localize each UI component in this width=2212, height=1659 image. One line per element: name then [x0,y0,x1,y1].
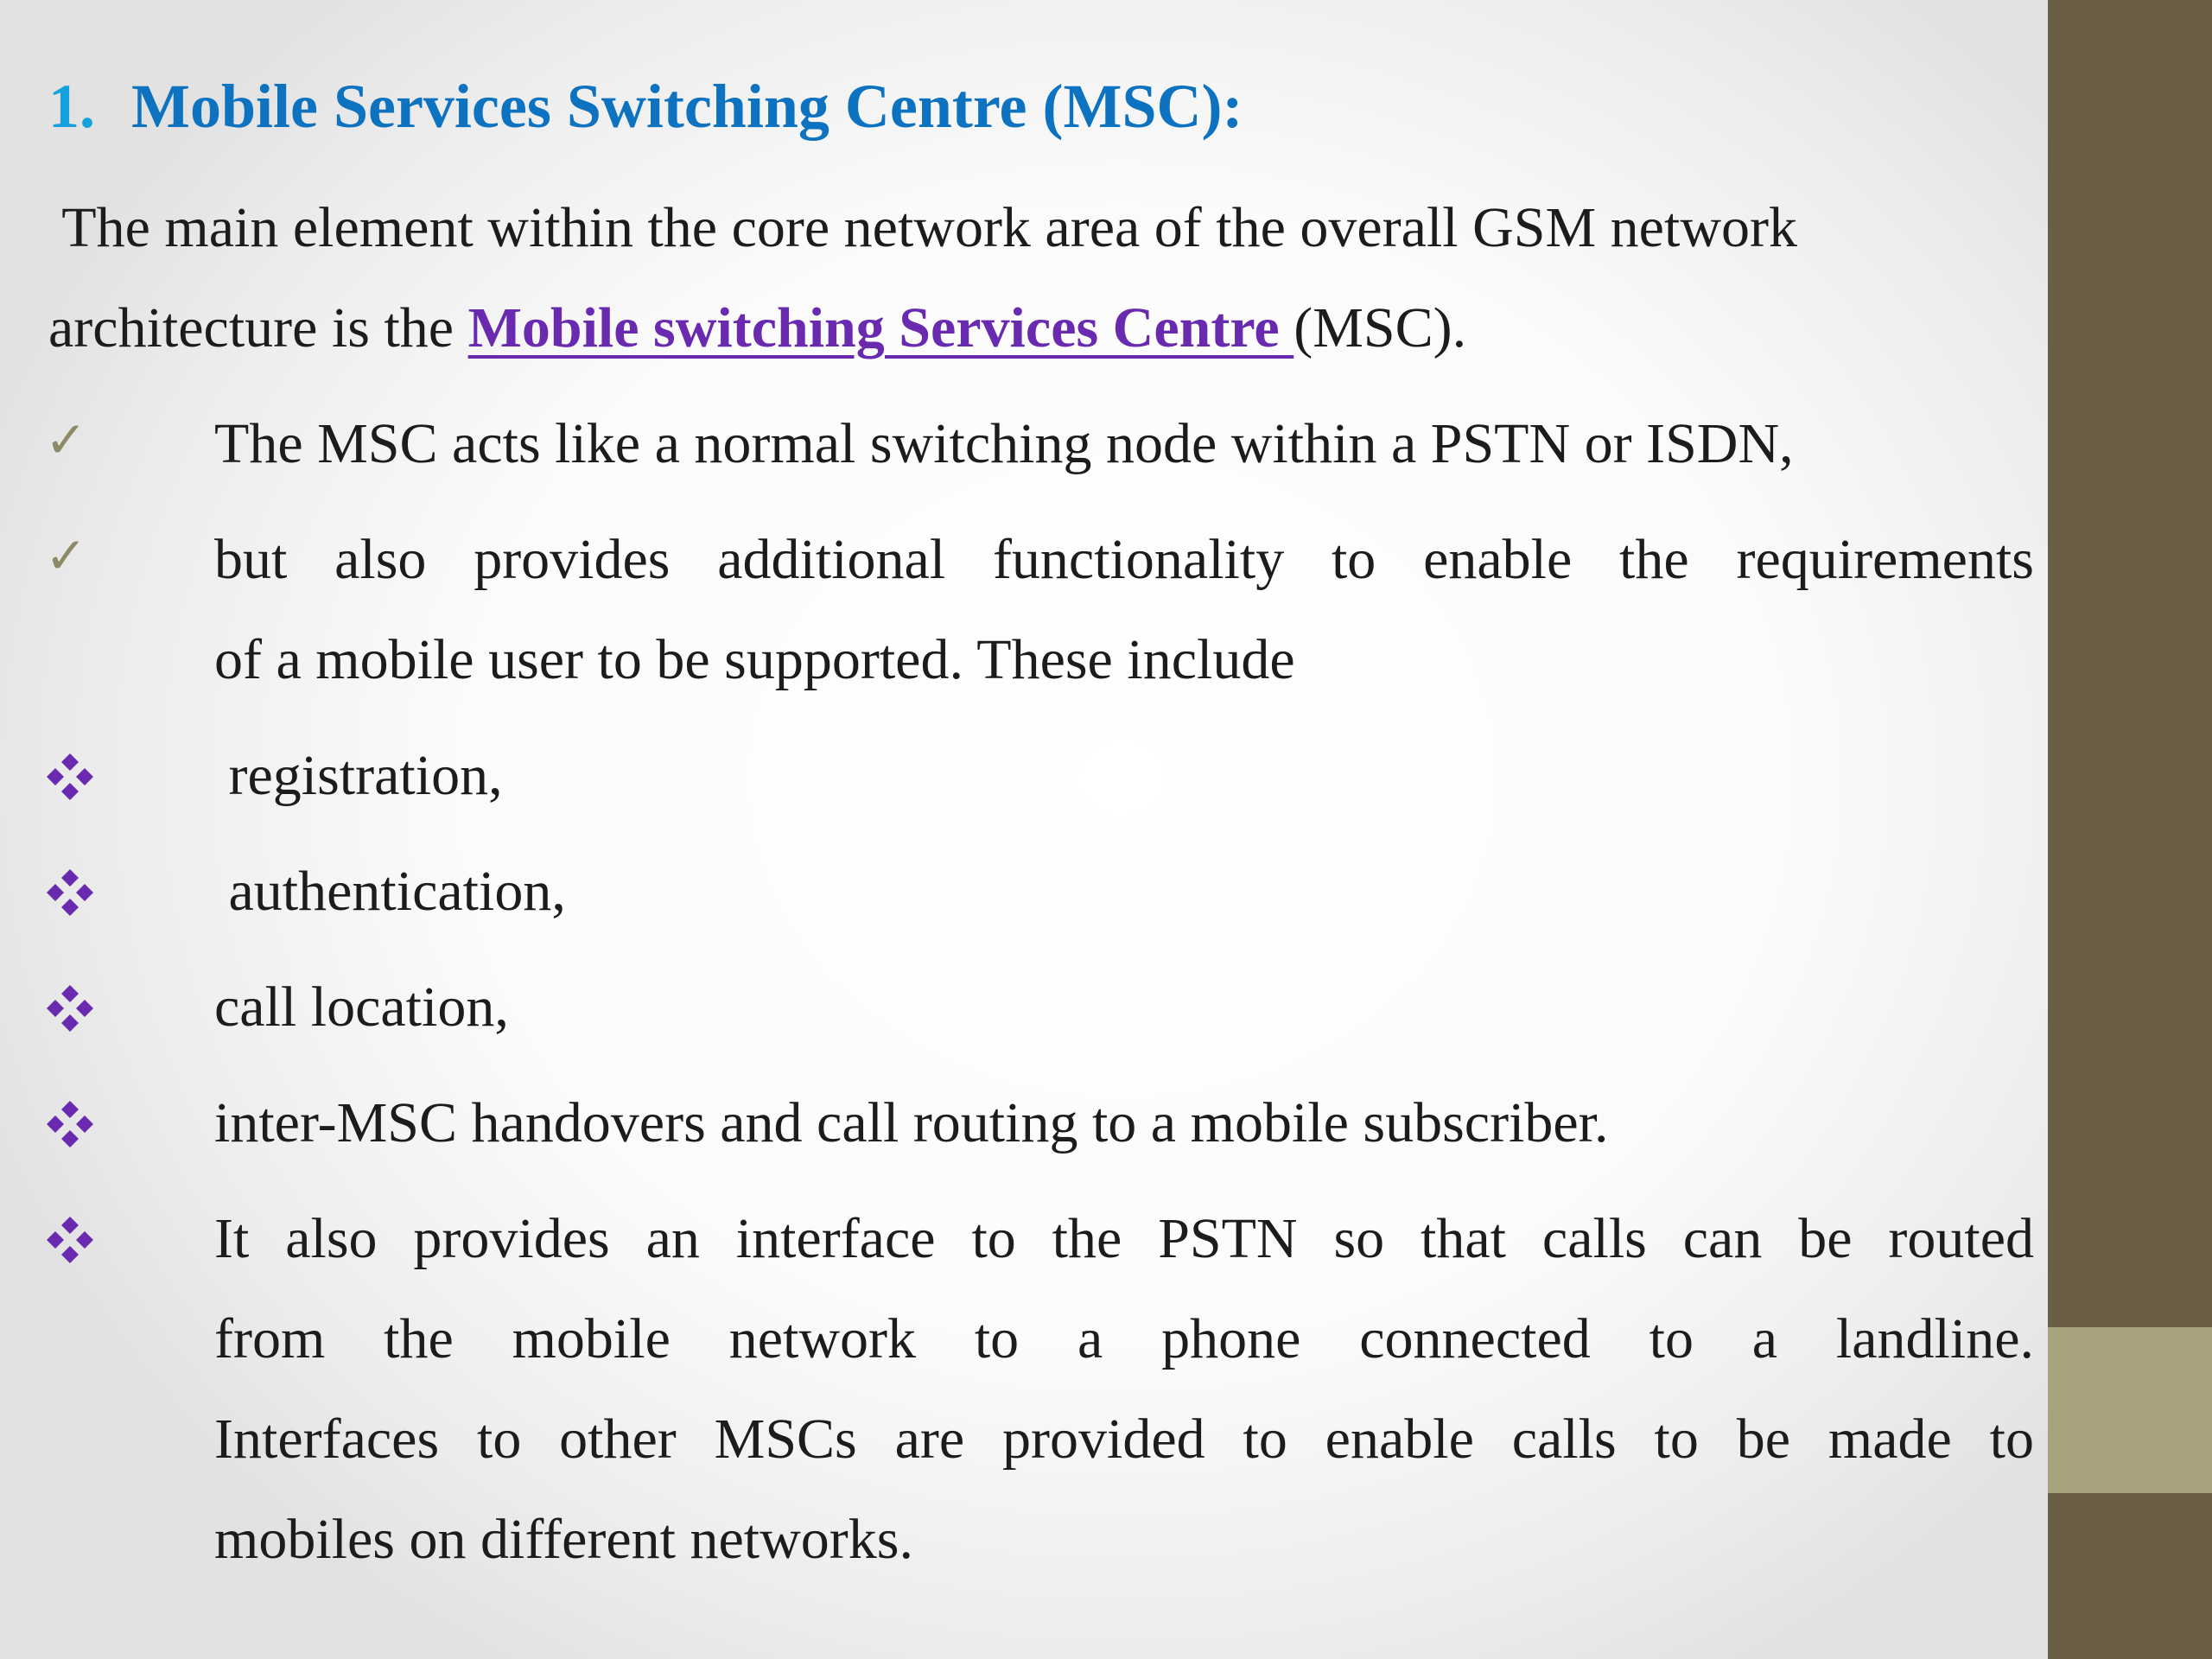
list-item [214,745,503,808]
check-icon: ✓ [45,526,87,585]
list-item-continuation [214,629,1295,692]
list-item-continuation [214,1308,2034,1371]
four-diamond-icon [45,1215,95,1265]
list-item [214,413,1794,476]
four-diamond-icon [45,983,95,1033]
list-item [214,976,509,1039]
list-item-text: registration, [214,744,503,807]
intro-text-before: architecture is the [48,296,468,359]
list-item-text: from the mobile network to a phone connected to a landline. [214,1307,2034,1370]
list-item [214,1092,1609,1155]
list-item-continuation [214,1509,913,1572]
four-diamond-icon [45,752,95,802]
list-item-text: inter-MSC handovers and call routing to a mobile subscriber. [214,1091,1609,1154]
list-item-text: authentication, [214,860,566,923]
list-item-text: of a mobile user to be supported. These include [214,628,1295,691]
decorative-sidebar-accent [2048,1327,2212,1493]
list-item [214,529,2034,592]
list-item-text: call location, [214,976,509,1039]
list-item-text: mobiles on different networks. [214,1508,913,1571]
list-item-continuation [214,1408,2034,1471]
check-icon: ✓ [45,410,87,469]
intro-line-1 [48,197,2036,260]
msc-link[interactable]: Mobile switching Services Centre [467,296,1294,359]
intro-text: The main element within the core network area of the overall GSM network [48,196,1797,259]
intro-line-2 [48,297,1466,360]
list-item-text: It also provides an interface to the PSTN so that calls can be routed [214,1207,2034,1270]
list-item-text: The MSC acts like a normal switching node within a PSTN or ISDN, [214,412,1794,475]
list-item-text: Interfaces to other MSCs are provided to enable calls to be made to [214,1408,2034,1471]
list-item [214,1208,2034,1271]
intro-text-after: (MSC). [1294,296,1467,359]
four-diamond-icon [45,1099,95,1149]
four-diamond-icon [45,868,95,918]
slide-heading [48,73,1243,141]
list-item-text: but also provides additional functionality to enable the requirements [214,528,2034,591]
list-item [214,861,566,924]
heading-number: 1. [48,72,95,141]
heading-text: Mobile Services Switching Centre (MSC): [131,72,1243,141]
